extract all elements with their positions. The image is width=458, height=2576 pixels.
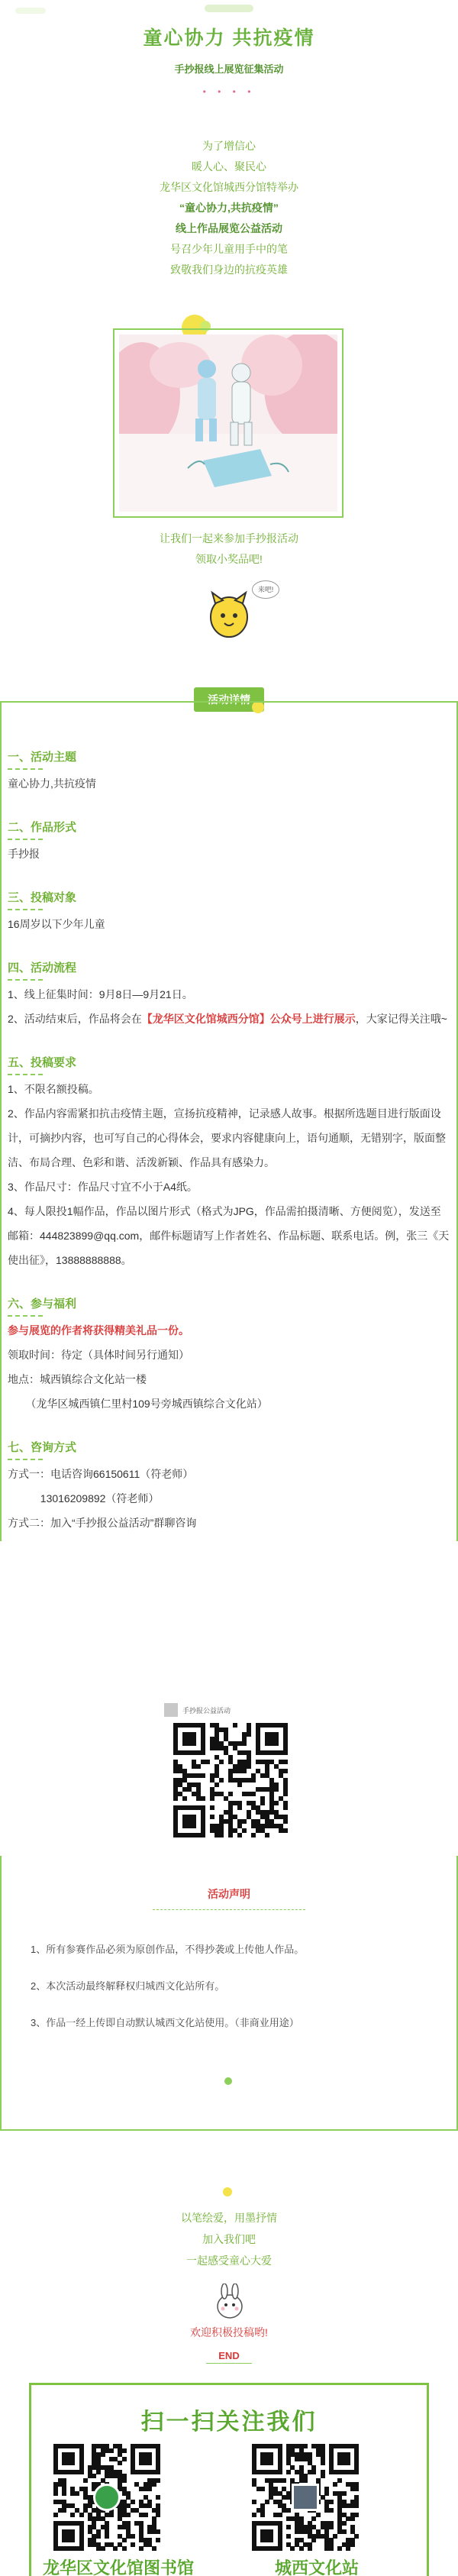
qr-module — [265, 2500, 269, 2504]
qr-module — [70, 2538, 75, 2542]
qr-module — [329, 2500, 334, 2504]
qr-module — [210, 1805, 214, 1810]
section-divider — [8, 909, 43, 910]
qr-module — [219, 1778, 224, 1783]
qr-module — [242, 1828, 247, 1833]
illustration — [119, 335, 337, 512]
qr-module — [283, 1828, 288, 1833]
qr-module — [105, 2534, 109, 2539]
qr-module — [92, 2474, 96, 2478]
qr-module — [251, 1792, 256, 1796]
details-badge: 活动详情 — [194, 687, 264, 712]
qr-module — [237, 1833, 242, 1837]
qr-module — [152, 2546, 156, 2551]
qr-module — [101, 2452, 105, 2457]
qr-module — [342, 2529, 347, 2534]
qr-module — [201, 1833, 205, 1837]
rule-item: 2、本次活动最终解释权归城西文化站所有。 — [31, 1980, 225, 1992]
qr-module — [299, 2546, 304, 2551]
follow-right-label: 城西文化站 — [275, 2558, 360, 2576]
ending-line: 以笔绘爱，用墨抒情 — [181, 2212, 277, 2224]
qr-module — [79, 2546, 84, 2551]
requirement-item: 4、每人限投1幅作品，作品以图片形式（格式为JPG，作品需拍摄清晰、方便阅览），发送至邮箱：444823899@qq.com，邮件标题请写上作者姓名、作品标题、联系电话。例，张三《天使出征》，13888888888。 — [8, 1205, 450, 1266]
qr-module — [354, 2513, 359, 2517]
section-text: 童心协力,共抗疫情 — [8, 777, 96, 790]
qr-module — [210, 1796, 214, 1801]
qr-module — [131, 2534, 135, 2539]
qr-module — [228, 1833, 233, 1837]
qr-module — [242, 1741, 247, 1746]
intro-line: 暖人心、聚民心 — [192, 160, 266, 173]
qr-module — [283, 1819, 288, 1824]
qr-module — [337, 2478, 342, 2483]
qr-module — [354, 2503, 359, 2508]
qr-module — [350, 2516, 355, 2521]
rules-list — [31, 1940, 427, 2050]
qr-module — [260, 2513, 265, 2517]
section-divider — [8, 768, 43, 770]
ending-line: 一起感受童心大爱 — [186, 2254, 272, 2267]
flow-step-2-suffix: ，大家记得关注哦~ — [355, 1013, 447, 1025]
qr-module — [321, 2474, 325, 2478]
qr-module — [321, 2461, 325, 2465]
qr-module — [283, 1805, 288, 1810]
qr-module — [173, 1796, 178, 1801]
intro-line: 致敬我们身边的抗疫英雄 — [170, 263, 288, 276]
intro-line: “童心协力,共抗疫情” — [179, 202, 279, 214]
qr-module — [329, 2508, 334, 2513]
qr-module — [156, 2513, 160, 2517]
qr-module — [79, 2513, 84, 2517]
requirement-item: 1、不限名额投稿。 — [8, 1083, 99, 1095]
qr-module — [303, 2444, 308, 2448]
qr-module — [283, 1769, 288, 1773]
qr-module — [201, 1796, 205, 1801]
section-heading: 五、投稿要求 — [8, 1056, 77, 1069]
decor-dots: • • • • — [202, 86, 256, 97]
qr-module — [283, 1760, 288, 1764]
end-label: END — [218, 2350, 240, 2361]
qr-module — [156, 2495, 160, 2500]
qr-module — [205, 1760, 210, 1764]
qr-module — [354, 2487, 359, 2491]
qr-module — [144, 2513, 148, 2517]
qr-module — [269, 2461, 273, 2465]
qr-module — [147, 2461, 152, 2465]
follow-left-label: 龙华区文化馆图书馆 — [43, 2558, 195, 2576]
qr-module — [201, 1750, 205, 1755]
qr-module — [122, 2448, 127, 2453]
flow-step-2-highlight: 【龙华区文化馆城西分馆】公众号上进行展示 — [141, 1013, 356, 1025]
qr-module — [350, 2542, 355, 2547]
station-photo-icon — [292, 2484, 319, 2511]
qr-module — [274, 1801, 279, 1805]
qr-module — [247, 1732, 251, 1737]
right-qr-code[interactable] — [252, 2444, 359, 2551]
rule-item: 1、所有参赛作品必须为原创作品，不得抄袭或上传他人作品。 — [31, 1944, 305, 1955]
qr-module — [83, 2478, 88, 2483]
qr-module — [101, 2546, 105, 2551]
qr-module — [192, 1824, 196, 1828]
qr-module — [265, 1833, 269, 1837]
section-text: 16周岁以下少年儿童 — [8, 918, 105, 930]
qr-module — [329, 2546, 334, 2551]
qr-module — [337, 2546, 342, 2551]
qr-module — [286, 2508, 291, 2513]
qr-module — [109, 2513, 114, 2517]
section-text: 1、线上征集时间：9月8日—9月21日。 — [8, 988, 193, 1000]
qr-module — [139, 2546, 144, 2551]
qr-module — [201, 1773, 205, 1778]
qr-module — [147, 2487, 152, 2491]
intro-line: 号召少年儿童用手中的笔 — [170, 243, 288, 255]
invite-line: 领取小奖品吧! — [195, 553, 263, 565]
group-qr-code[interactable] — [173, 1723, 288, 1837]
qr-module — [283, 1792, 288, 1796]
section-heading: 一、活动主题 — [8, 751, 77, 764]
qr-module — [251, 1778, 256, 1783]
qr-module — [237, 1805, 242, 1810]
left-qr-code[interactable] — [53, 2444, 160, 2551]
intro-line: 线上作品展览公益活动 — [176, 222, 282, 234]
qr-module — [62, 2508, 66, 2513]
qr-module — [278, 2513, 282, 2517]
section-heading: 三、投稿对象 — [8, 891, 77, 904]
section-divider — [8, 1074, 43, 1075]
flow-step-2 — [8, 1007, 450, 1031]
benefit-item: 领取时间：待定（具体时间另行通知） — [8, 1349, 189, 1361]
qr-module — [286, 2525, 291, 2529]
section-divider — [8, 839, 43, 840]
qr-module — [109, 2448, 114, 2453]
qr-module — [286, 2470, 291, 2474]
qr-module — [233, 1723, 237, 1728]
illustration-frame — [113, 328, 344, 518]
section-heading: 二、作品形式 — [8, 821, 77, 834]
qr-module — [122, 2457, 127, 2461]
section-divider — [8, 1315, 43, 1317]
qr-module — [278, 2546, 282, 2551]
qr-module — [131, 2542, 135, 2547]
qr-module — [113, 2546, 118, 2551]
qr-module — [156, 2478, 160, 2483]
group-avatar — [164, 1703, 178, 1717]
qr-module — [122, 2538, 127, 2542]
rules-title: 活动声明 — [208, 1888, 250, 1900]
contact-item: 方式一：电话咨询66150611（符老师） — [8, 1468, 194, 1480]
qr-module — [156, 2538, 160, 2542]
section-divider — [8, 979, 43, 981]
qr-module — [53, 2513, 58, 2517]
invite-line: 让我们一起来参加手抄报活动 — [160, 532, 298, 545]
qr-module — [152, 2482, 156, 2487]
section-heading: 四、活动流程 — [8, 962, 77, 974]
qr-module — [228, 1792, 233, 1796]
qr-module — [333, 2482, 337, 2487]
qr-module — [237, 1783, 242, 1787]
qr-module — [70, 2461, 75, 2465]
qr-module — [192, 1741, 196, 1746]
qr-module — [62, 2491, 66, 2496]
intro-line: 龙华区文化馆城西分馆特举办 — [160, 181, 298, 193]
qr-module — [131, 2500, 135, 2504]
rule-item: 3、作品一经上传即自动默认城西文化站使用。（非商业用途） — [31, 2017, 299, 2028]
decor-dot — [224, 2077, 232, 2085]
qr-module — [260, 2487, 265, 2491]
qr-module — [122, 2478, 127, 2483]
group-chat-name: 手抄报公益活动 — [182, 1707, 231, 1715]
decor-dot — [223, 2187, 232, 2196]
qr-module — [274, 1787, 279, 1792]
end-marker — [205, 2349, 253, 2363]
bunny-mascot — [211, 2283, 249, 2322]
qr-module — [219, 1760, 224, 1764]
page-title: 童心协力 共抗疫情 — [143, 27, 315, 49]
qr-module — [283, 1750, 288, 1755]
qr-module — [156, 2470, 160, 2474]
details-content — [8, 748, 450, 1535]
benefit-item: 地点：城西镇综合文化站一楼 — [8, 1373, 147, 1385]
qr-module — [286, 2534, 291, 2539]
qr-module — [219, 1833, 224, 1837]
qr-module — [242, 1769, 247, 1773]
qr-module — [333, 2534, 337, 2539]
mascot-caption: 来吧! — [257, 586, 274, 593]
intro-line: 为了增信心 — [202, 140, 256, 152]
qr-module — [214, 1783, 219, 1787]
qr-module — [324, 2491, 329, 2496]
library-logo-icon — [93, 2484, 121, 2511]
ending-line: 加入我们吧 — [202, 2233, 256, 2245]
qr-module — [196, 1764, 201, 1769]
contact-item: 方式二：加入“手抄报公益活动”群聊咨询 — [8, 1517, 197, 1529]
qr-module — [282, 2478, 286, 2483]
qr-module — [122, 2546, 127, 2551]
qr-module — [126, 2513, 131, 2517]
benefit-item: （龙华区城西镇仁里村109号旁城西镇综合文化站） — [8, 1398, 268, 1410]
qr-module — [118, 2461, 122, 2465]
qr-module — [303, 2478, 308, 2483]
qr-module — [70, 2513, 75, 2517]
qr-module — [274, 1741, 279, 1746]
qr-module — [311, 2538, 316, 2542]
qr-module — [354, 2470, 359, 2474]
qr-module — [242, 1819, 247, 1824]
qr-module — [210, 1815, 214, 1819]
illustration-art — [119, 335, 337, 512]
qr-module — [96, 2534, 101, 2539]
follow-title: 扫一扫关注我们 — [140, 2410, 318, 2435]
qr-module — [96, 2470, 101, 2474]
qr-module — [329, 2525, 334, 2529]
section-divider — [8, 1459, 43, 1460]
qr-module — [79, 2470, 84, 2474]
qr-module — [251, 1833, 256, 1837]
welcome-text: 欢迎积极投稿哟! — [190, 2326, 268, 2338]
qr-module — [182, 1796, 187, 1801]
contact-item: 13016209892（符老师） — [8, 1492, 160, 1505]
qr-module — [269, 2538, 273, 2542]
decor-blob — [15, 8, 46, 14]
qr-module — [247, 1764, 251, 1769]
qr-module — [346, 2461, 350, 2465]
end-rule — [206, 2363, 252, 2364]
section-heading: 六、参与福利 — [8, 1298, 77, 1311]
decor-blob — [205, 5, 253, 12]
qr-module — [252, 2513, 256, 2517]
qr-module — [260, 1801, 265, 1805]
requirement-item: 2、作品内容需紧扣抗击疫情主题，宣扬抗疫精神，记录感人故事。根据所选题目进行版面设计，可摘抄内容，也可写自己的心得体会，要求内容健康向上，语句通顺，无错别字，版面整洁、布局合理、色彩和谐、活泼新颖、作品具有感染力。 — [8, 1107, 446, 1168]
qr-module — [308, 2546, 312, 2551]
page-subtitle: 手抄报线上展览征集活动 — [174, 63, 284, 75]
mascot-speech-bubble — [252, 580, 279, 599]
benefit-highlight: 参与展览的作者将获得精美礼品一份。 — [8, 1324, 189, 1336]
qr-module — [311, 2470, 316, 2474]
qr-module — [354, 2534, 359, 2539]
qr-module — [346, 2546, 350, 2551]
qr-module — [252, 2500, 256, 2504]
qr-module — [342, 2521, 347, 2526]
requirement-item: 3、作品尺寸：作品尺寸宜不小于A4纸。 — [8, 1181, 198, 1193]
intro-text — [0, 136, 458, 280]
section-heading: 七、咨询方式 — [8, 1441, 77, 1454]
section-text: 手抄报 — [8, 848, 40, 860]
qr-module — [53, 2491, 58, 2496]
mascot — [206, 588, 252, 642]
qr-module — [290, 2546, 295, 2551]
rules-title-rule — [153, 1909, 305, 1910]
qr-module — [75, 2491, 79, 2496]
qr-module — [342, 2491, 347, 2496]
qr-module — [156, 2529, 160, 2534]
group-chat-card — [164, 1703, 294, 1833]
qr-module — [316, 2513, 321, 2517]
qr-module — [278, 2470, 282, 2474]
qr-module — [311, 2516, 316, 2521]
flow-step-2-prefix: 2、活动结束后，作品将会在 — [8, 1013, 142, 1025]
